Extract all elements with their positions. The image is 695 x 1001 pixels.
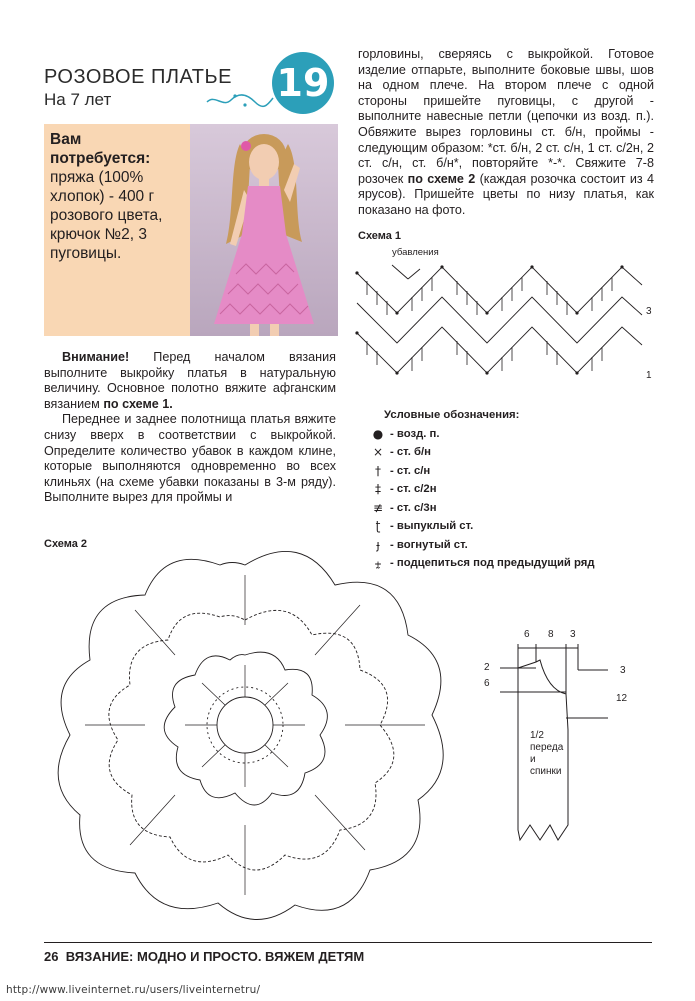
legend-item bbox=[372, 425, 595, 444]
dot-icon: ● bbox=[372, 426, 384, 441]
legend-text: - ст. с/2н bbox=[390, 483, 437, 495]
cross-icon: × bbox=[372, 445, 384, 459]
t-one-bar-icon: † bbox=[375, 463, 381, 478]
legend-item bbox=[372, 443, 595, 462]
instructions-ref: по схеме 2 bbox=[407, 171, 476, 186]
model-number-badge: 19 bbox=[272, 52, 334, 114]
instructions-text-a: горловины, сверяясь с выкройкой. Готовое изделие отпарьте, выполните боковые швы, шов на одном плече. На втором плече с одной стороны пришейте пуговицы, с другой - выполните навесные петли (цепочки из возд. п.). Обвяжите вырез горловины ст. б/н, проймы - следующим образом: *ст. б/н, 2 ст. с/н, 1 ст. с/2н, 2 ст. с/н, ст. б/н*, повторяйте *-*. Свяжите 7-8 розочек bbox=[358, 47, 654, 186]
legend-text: - возд. п. bbox=[390, 427, 440, 440]
materials-heading: Вам потребуется: bbox=[50, 131, 151, 167]
legend-text: - ст. с/3н bbox=[390, 501, 437, 514]
raised-stitch-icon: ʈ bbox=[375, 519, 381, 533]
scheme2-flower-chart bbox=[40, 525, 460, 930]
left-column-text bbox=[44, 350, 336, 506]
pattern-dim-top-3: 3 bbox=[570, 629, 576, 640]
legend-item bbox=[372, 462, 595, 481]
source-url-link[interactable]: http://www.liveinternet.ru/users/liveinternetru/ bbox=[6, 984, 261, 996]
pattern-piece-label: 1/2 переда и спинки bbox=[530, 730, 564, 777]
legend-item bbox=[372, 480, 595, 499]
legend-text: - ст. б/н bbox=[390, 446, 431, 458]
dress-photo bbox=[190, 124, 338, 336]
t-three-bar-icon: ≢ bbox=[372, 500, 384, 515]
footer bbox=[44, 949, 364, 964]
magazine-title: ВЯЗАНИЕ: МОДНО И ПРОСТО. ВЯЖЕМ ДЕТЯМ bbox=[65, 949, 365, 964]
decorative-swirl-icon bbox=[205, 90, 275, 110]
footer-divider bbox=[44, 942, 652, 943]
legend-title: Условные обозначения: bbox=[384, 409, 520, 421]
attention-text: Перед началом вязания выполните выкройку платья в натуральную величину. Основное полотно вяжите афганским вязанием bbox=[44, 350, 336, 411]
page-title: РОЗОВОЕ ПЛАТЬЕ bbox=[44, 66, 232, 88]
materials-text: пряжа (100% хлопок) - 400 г розового цвета, крючок №2, 3 пуговицы. bbox=[50, 169, 163, 262]
scheme1-row-mark-1: 1 bbox=[646, 370, 652, 381]
recessed-stitch-icon: ɟ bbox=[376, 537, 380, 552]
scheme1-annotation: убавления bbox=[392, 247, 439, 258]
page-subtitle: На 7 лет bbox=[44, 90, 112, 109]
scheme1-label: Схема 1 bbox=[358, 230, 402, 242]
pattern-dim-top-1: 6 bbox=[524, 629, 530, 640]
page-number: 26 bbox=[44, 949, 59, 964]
attach-icon: ⨦ bbox=[374, 556, 382, 570]
pattern-dim-top-2: 8 bbox=[548, 629, 554, 640]
legend-text: - подцепиться под предыдущий ряд bbox=[390, 557, 595, 569]
legend-text: - вогнутый ст. bbox=[390, 538, 468, 551]
legend-item bbox=[372, 499, 595, 518]
legend-text: - выпуклый ст. bbox=[390, 520, 474, 532]
t-two-bar-icon: ‡ bbox=[375, 482, 381, 496]
pattern-dim-left-1: 2 bbox=[484, 662, 490, 673]
scheme2-label: Схема 2 bbox=[44, 538, 88, 550]
materials-box bbox=[44, 124, 190, 336]
body-paragraph: Переднее и заднее полотнища платья вяжите снизу вверх в соответствии с выкройкой. Определите количество убавок в каждом клине, которые выполняются одновременно во всех клиньях (на схеме убавки показаны в 3-м ряду). Выполните вырез для проймы и bbox=[44, 412, 336, 505]
attention-label: Внимание! bbox=[62, 350, 130, 364]
instructions-text-b: (каждая розочка состоит из 4 ярусов). Пришейте цветы по низу платья, как показано на фото. bbox=[358, 171, 654, 217]
legend-text: - ст. с/н bbox=[390, 464, 431, 477]
pattern-dim-right-2: 12 bbox=[616, 693, 628, 704]
attention-ref: по схеме 1. bbox=[103, 396, 173, 411]
scheme1-row-mark-3: 3 bbox=[646, 306, 652, 317]
right-column-text bbox=[358, 47, 654, 219]
pattern-dim-right-1: 3 bbox=[620, 665, 626, 676]
pattern-dim-left-2: 6 bbox=[484, 678, 490, 689]
scheme1-chart bbox=[352, 255, 652, 390]
